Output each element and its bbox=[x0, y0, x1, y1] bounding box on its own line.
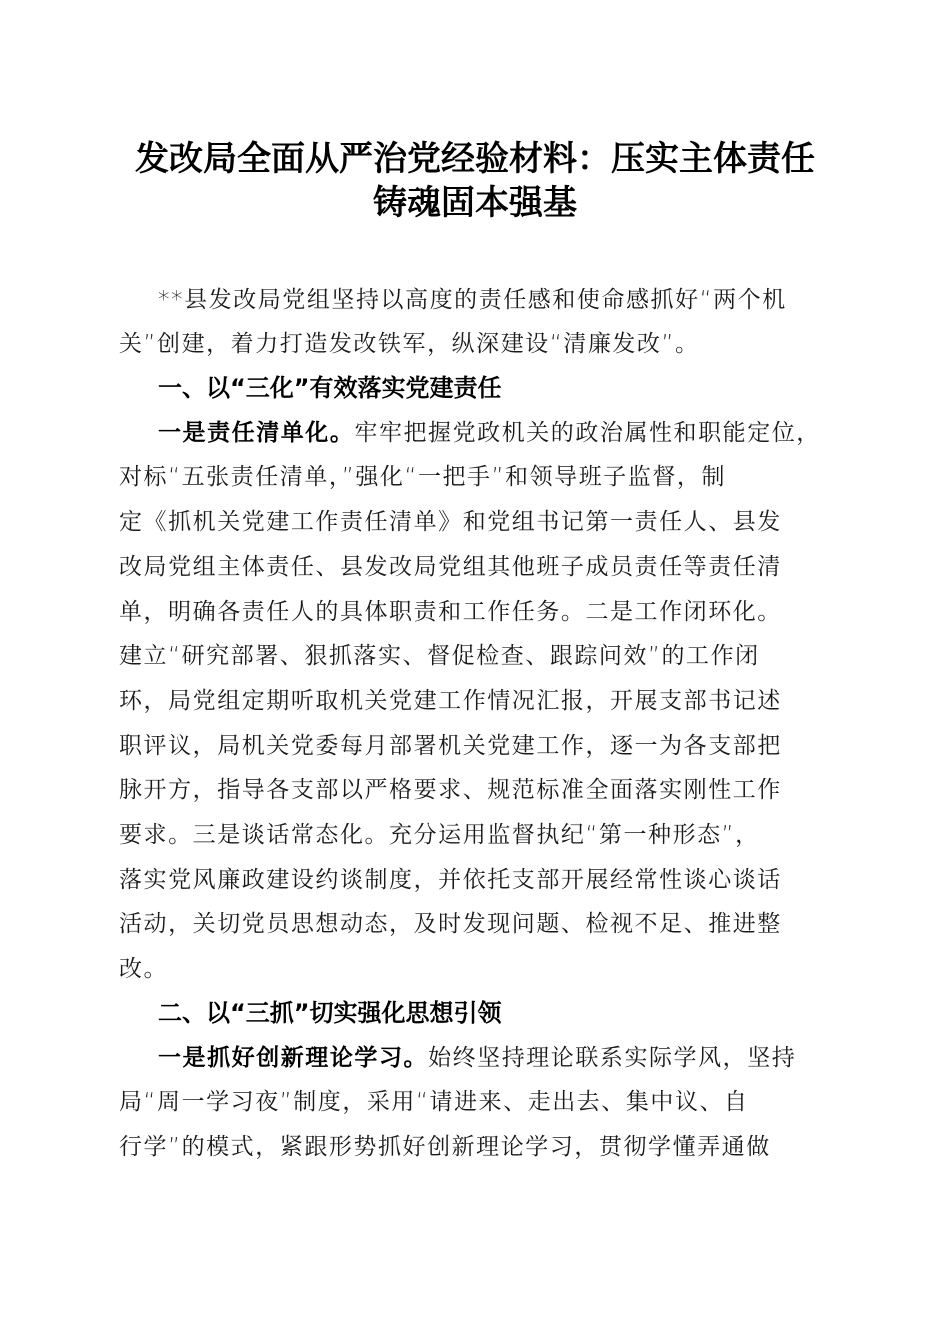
section-1-line: 改局党组主体责任、县发改局党组其他班子成员责任等责任清 bbox=[119, 554, 782, 580]
section-2-line: 局“周一学习夜”制度，采用“请进来、走出去、集中议、自 bbox=[119, 1089, 749, 1115]
section-1-lead: 一是责任清单化。 bbox=[158, 420, 355, 446]
section-heading-1: 一、以“三化”有效落实党建责任 bbox=[158, 374, 502, 402]
document-title-line-1: 发改局全面从严治党经验材料：压实主体责任 bbox=[135, 139, 815, 179]
section-1-line: 职评议，局机关党委每月部署机关党建工作，逐一为各支部把 bbox=[119, 733, 782, 759]
section-1-line: 要求。三是谈话常态化。充分运用监督执纪“第一种形态”， bbox=[119, 822, 760, 848]
section-2-lead: 一是抓好创新理论学习。 bbox=[158, 1045, 429, 1071]
section-1-line: 对标“五张责任清单，”强化“一把手”和领导班子监督，制 bbox=[119, 464, 727, 490]
intro-line-1: **县发改局党组坚持以高度的责任感和使命感抓好“两个机 bbox=[158, 287, 787, 313]
section-1-line: 改。 bbox=[119, 956, 169, 982]
section-2-first-line-rest: 始终坚持理论联系实际学风，坚持 bbox=[428, 1045, 797, 1071]
section-heading-2: 二、以“三抓”切实强化思想引领 bbox=[158, 999, 502, 1027]
section-1-first-line bbox=[158, 418, 831, 448]
section-1-line: 环，局党组定期听取机关党建工作情况汇报，开展支部书记述 bbox=[119, 688, 782, 714]
section-1-line: 定《抓机关党建工作责任清单》和党组书记第一责任人、县发 bbox=[119, 509, 782, 535]
section-2-line: 行学”的模式，紧跟形势抓好创新理论学习，贯彻学懂弄通做 bbox=[119, 1134, 771, 1160]
section-1-line: 建立“研究部署、狠抓落实、督促检查、跟踪问效”的工作闭 bbox=[119, 643, 760, 669]
section-1-line: 单，明确各责任人的具体职责和工作任务。二是工作闭环化。 bbox=[119, 599, 782, 625]
section-1-line: 落实党风廉政建设约谈制度，并依托支部开展经常性谈心谈话 bbox=[119, 867, 782, 893]
section-1-first-line-rest: 牢牢把握党政机关的政治属性和职能定位， bbox=[354, 420, 821, 446]
section-1-line: 活动，关切党员思想动态，及时发现问题、检视不足、推进整 bbox=[119, 911, 782, 937]
section-2-first-line bbox=[158, 1043, 831, 1073]
intro-line-2: 关”创建，着力打造发改铁军，纵深建设“清廉发改”。 bbox=[119, 331, 700, 357]
document-title-line-2: 铸魂固本强基 bbox=[373, 183, 577, 223]
section-1-line: 脉开方，指导各支部以严格要求、规范标准全面落实刚性工作 bbox=[119, 777, 782, 803]
